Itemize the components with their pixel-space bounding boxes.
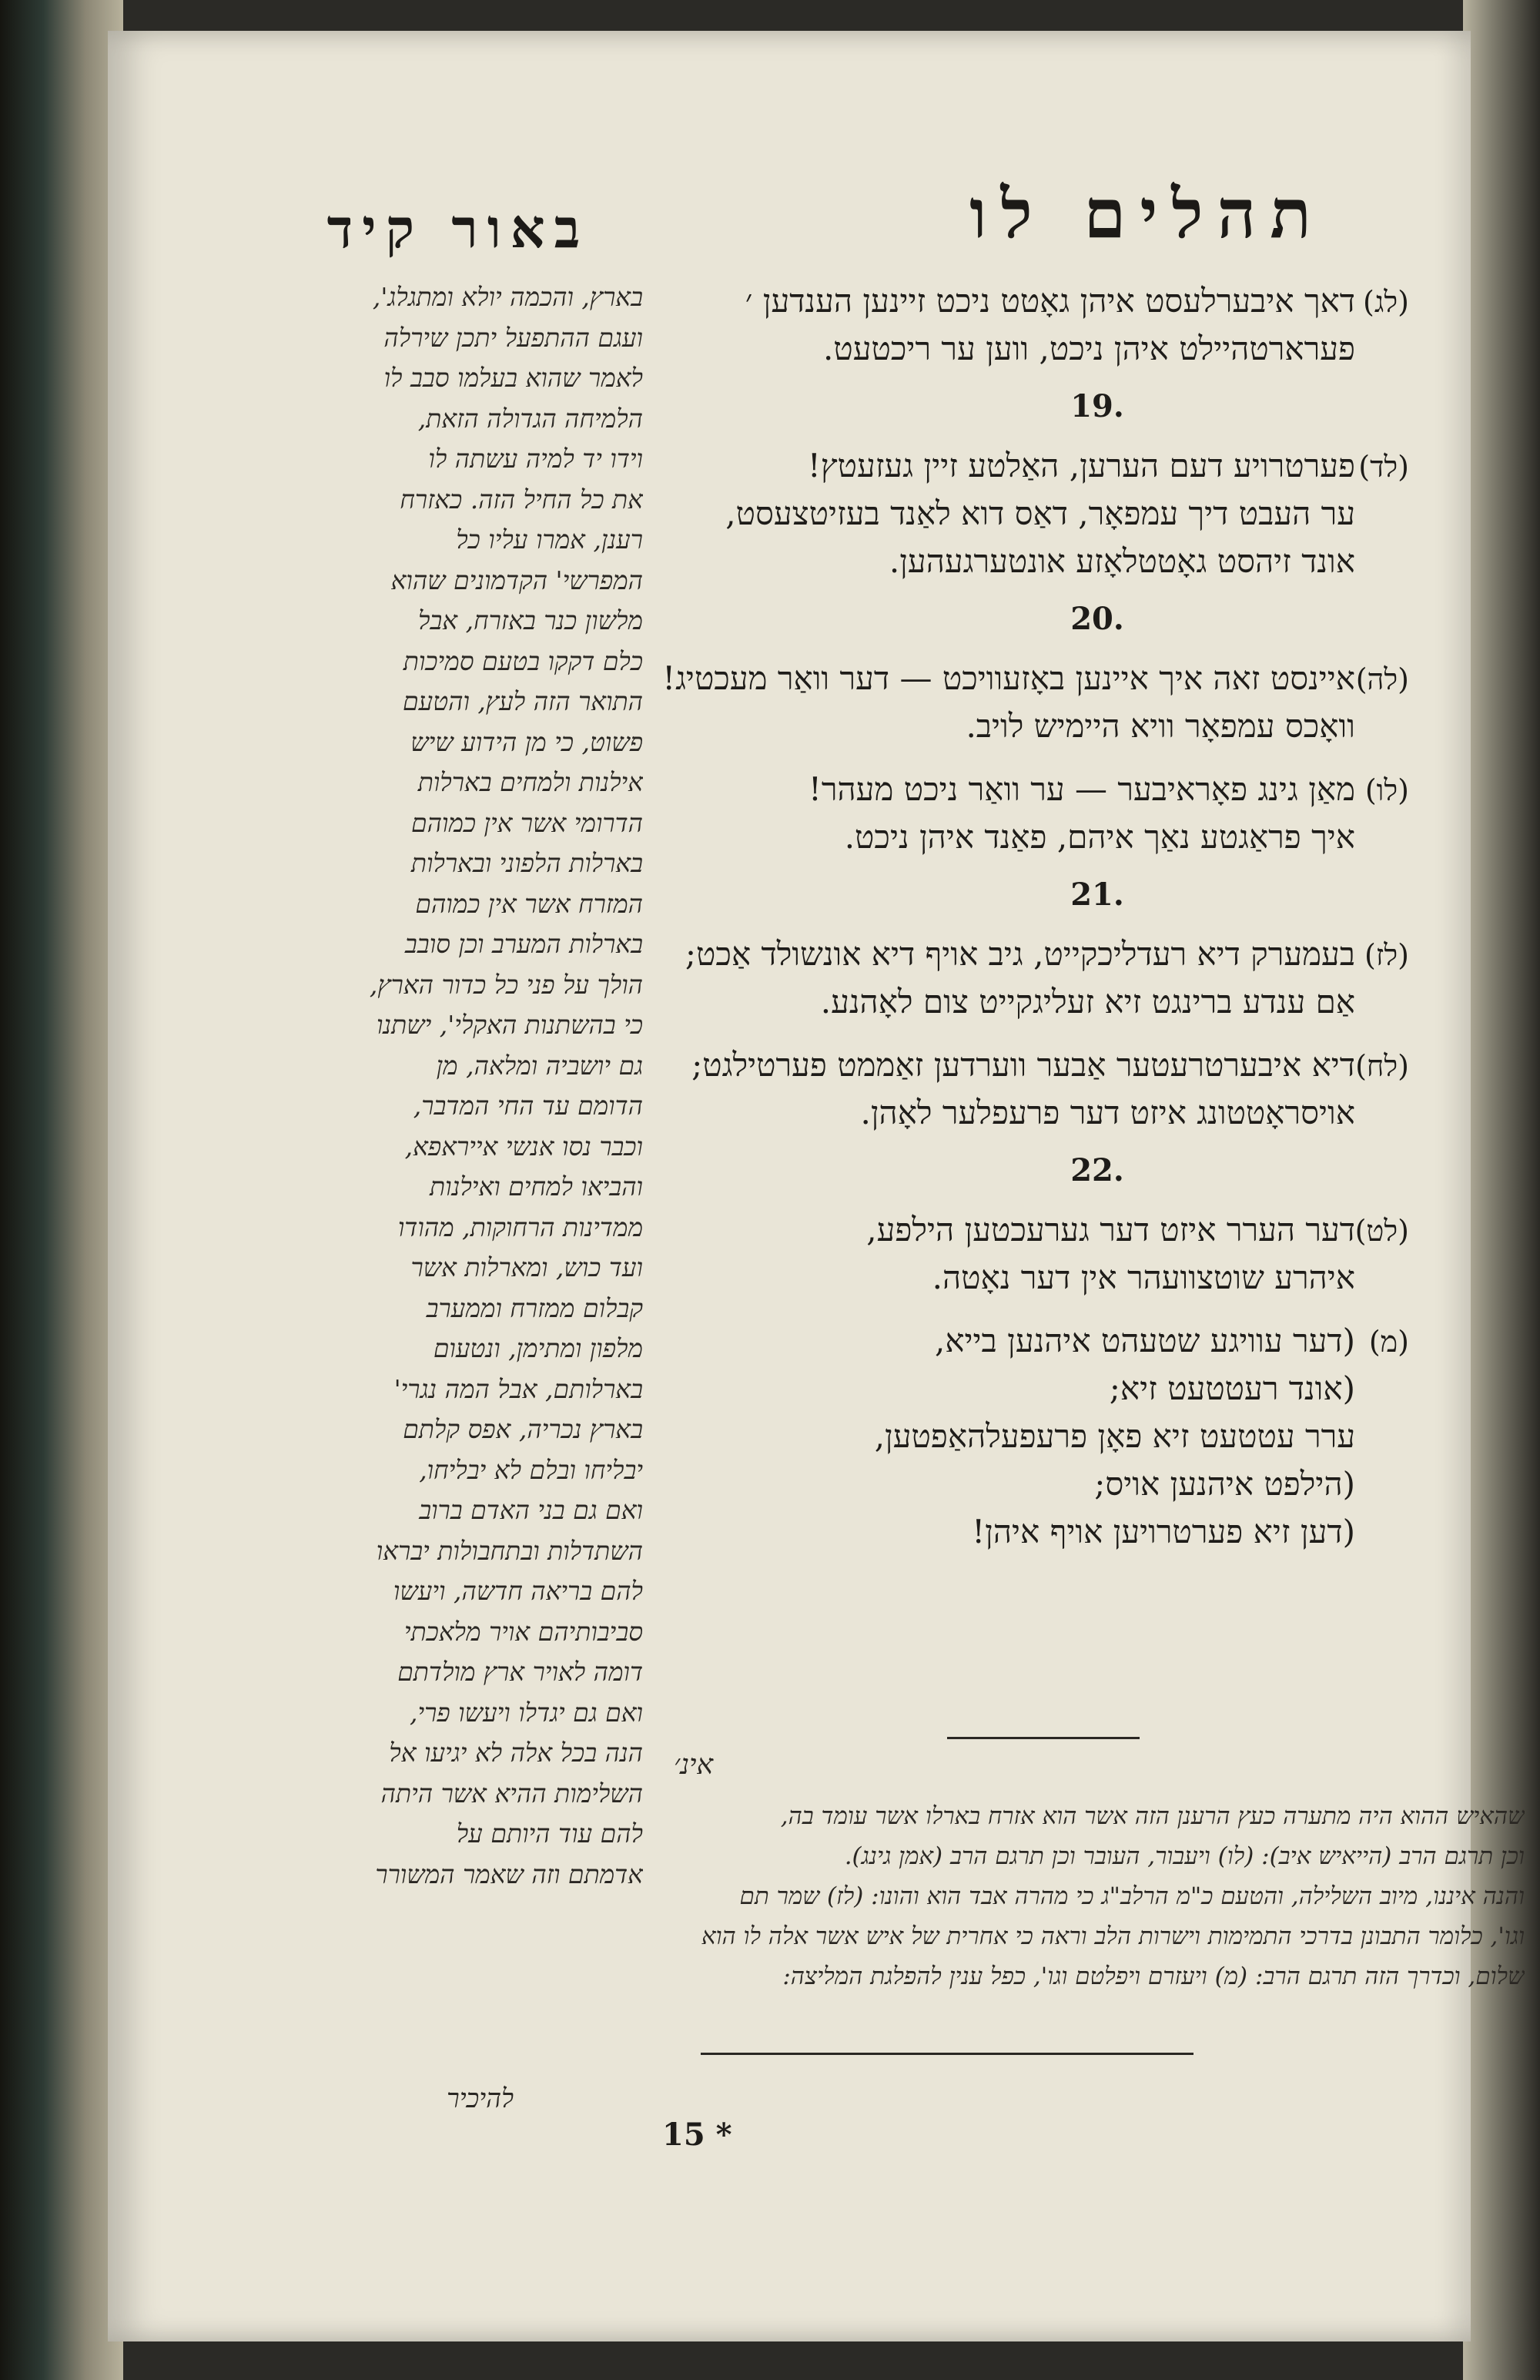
verse-number: (מ) [1368, 1325, 1409, 1359]
verse-line: איינסט זאה איך איינען באָזעוויכט — דער וואַר מעכטיג! [662, 659, 1355, 697]
commentary-line: הדרומי אשר אין כמוהם [410, 807, 643, 838]
verse-line: (אונד רעטטעט זיא; [1109, 1369, 1355, 1407]
footnote-line: והנה איננו, מיוב השלילה, והטעם כ"מ הרלב"ג כי מהרה אבד הוא והונו: (לז) שמר תם [739, 1882, 1525, 1910]
page-title-main: תהלים לו [969, 173, 1325, 253]
page-title-commentary: באור קיד [326, 196, 590, 260]
verse-number: (לו) [1364, 773, 1409, 807]
commentary-line: יבליחו ובלם לא יבליחו, [419, 1454, 643, 1485]
verse-line: וואָכס עמפאָר וויא היימיש לויב. [966, 707, 1355, 745]
verse-line: דיא איבערטרעטער אַבער ווערדען זאַממט פערטילגט; [691, 1046, 1355, 1084]
section-number: 21. [1070, 877, 1124, 913]
commentary-line: בארץ, והכמה יולא ומתגלג', [372, 282, 643, 312]
catchword-commentary: אינ׳ [674, 1749, 714, 1781]
commentary-line: אילנות ולמחים בארלות [417, 767, 643, 797]
verse-line: אונד זיהסט גאָטטלאָזע אונטערגעהען. [889, 542, 1355, 580]
commentary-line: בארץ נכריה, אפס קלתם [403, 1414, 643, 1444]
verse-line: אַם ענדע ברינגט זיא זעליגקייט צום לאָהנע. [820, 983, 1355, 1021]
commentary-line: ואם גם יגדלו ויעשו פרי, [410, 1697, 643, 1728]
book-edge-left [0, 0, 123, 2380]
verse-line: (דער עוויגע שטעהט איהנען בייא, [934, 1322, 1355, 1359]
verse-line: דאך איבערלעסט איהן גאָטט ניכט זיינען הענדען ׳ [745, 282, 1355, 320]
verse-line: איהרע שוטצוועהר אין דער נאָטה. [932, 1259, 1355, 1296]
commentary-line: פשוט, כי מן הידוע שיש [410, 726, 643, 757]
verse-end-rule [947, 1737, 1140, 1739]
commentary-column [273, 277, 643, 1889]
verse-line: (הילפט איהנען אויס; [1094, 1465, 1355, 1503]
section-number: 19. [1070, 388, 1124, 424]
verse-line: (דען זיא פערטרויען אויף איהן! [972, 1513, 1355, 1550]
verse-number: (לז) [1364, 938, 1409, 972]
verse-line: ער העבט דיך עמפאָר, דאַס דוא לאַנד בעזיטצעסט, [725, 494, 1355, 532]
page-signature: 15 * [662, 2117, 732, 2153]
catchword-bottom: להיכיר [447, 2083, 514, 2114]
commentary-line: דומה לאויר ארץ מולדתם [397, 1657, 643, 1687]
commentary-line: את כל החיל הזה. כאזרח [400, 484, 643, 515]
verse-number: (לח) [1355, 1049, 1409, 1083]
commentary-line: ועד כוש, ומארלות אשר [410, 1252, 643, 1282]
commentary-line: הנה בכל אלה לא יגיעו אל [389, 1738, 643, 1768]
footnote-line: וגו', כלומר התבונן בדרכי התמימות וישרות הלב וראה כי אחרית של איש אשר אלה לו הוא [701, 1922, 1525, 1950]
verse-line: בעמערק דיא רעדליכקייט, גיב אויף דיא אונשולד אַכט; [685, 935, 1355, 973]
commentary-line: סביבותיהם אויר מלאכתי [403, 1616, 643, 1647]
commentary-line: כלם דקקו בטעם סמיכות [403, 645, 643, 676]
commentary-line: המזרח אשר אין כמוהם [415, 888, 643, 919]
commentary-line: השלימות ההיא אשר היתה [380, 1778, 643, 1808]
commentary-line: בארלות הלפוני ובארלות [410, 848, 643, 878]
commentary-line: בארלותם, אבל המה נגרי' [393, 1373, 643, 1404]
commentary-line: אדמתם וזה שאמר המשורר [375, 1859, 643, 1889]
verse-line: פערארטהיילט איהן ניכט, ווען ער ריכטעט. [823, 330, 1355, 367]
commentary-line: רענן, אמרו עליו כל [456, 525, 643, 555]
verse-line: אויסראָטטונג איזט דער פרעפלער לאָהן. [860, 1094, 1355, 1131]
commentary-line: ועגם ההתפעל יתכן שירלה [383, 322, 643, 353]
commentary-line: הדומם עד החי המדבר, [413, 1091, 643, 1121]
verse-line: פערטרויע דעם הערען, האַלטע זיין געזעטץ! [807, 447, 1355, 484]
commentary-line: גם יושביה ומלאה, מן [436, 1050, 643, 1081]
commentary-line: ממדינות הרחוקות, מהודו [397, 1212, 643, 1242]
commentary-line: והביאו למחים ואילנות [430, 1172, 643, 1202]
verse-number: (לט) [1354, 1214, 1409, 1248]
commentary-line: ואם גם בני האדם ברוב [419, 1495, 643, 1525]
footnote-line: וכן תרגם הרב (הייאיש איב): (לו) ויעבור, העובר וכן תרגם הרב (אמן גינג). [844, 1842, 1525, 1870]
commentary-line: בארלות המערב וכן סובב [404, 929, 643, 959]
commentary-line: כי בהשתנות האקלי', ישתנו [376, 1010, 643, 1040]
verse-line: דער הערר איזט דער גערעכטען הילפע, [866, 1211, 1355, 1249]
commentary-line: לאמר שהוא בעלמו סבב לו [383, 363, 643, 393]
footnote-line: שלום, וכדרך הזה תרגם הרב: (מ) ויעזרם ויפלטם וגו', כפל ענין להפלגת המליצה: [782, 1963, 1525, 1990]
verse-line: איך פראַגטע נאַך איהם, פאַנד איהן ניכט. [844, 818, 1355, 856]
verse-number: (לד) [1358, 450, 1409, 484]
commentary-line: המפרשי' הקדמונים שהוא [390, 565, 643, 595]
verse-line: ערר עטטעט זיא פאָן פרעפעלהאַפטען, [874, 1417, 1355, 1455]
footnote-end-rule [701, 2053, 1194, 2055]
commentary-line: וידו יד למיה עשתה לו [428, 444, 643, 474]
commentary-line: מלפון ומתימן, ונטעום [433, 1333, 643, 1363]
commentary-line: השתדלות ובתחבולות יבראו [376, 1535, 643, 1566]
commentary-line: להם עוד היותם על [456, 1819, 643, 1849]
section-number: 20. [1070, 601, 1124, 637]
verse-line: מאַן גינג פאָראיבער — ער וואַר ניכט מעהר! [808, 770, 1355, 808]
commentary-line: וכבר נסו אנשי אייראפא, [404, 1131, 643, 1162]
book-edge-right [1463, 0, 1540, 2380]
commentary-line: הלמיחה הגדולה הזאת, [417, 403, 643, 434]
commentary-line: התואר הזה לעץ, והטעם [402, 686, 643, 716]
verse-number: (לה) [1355, 662, 1409, 696]
footnote-line: שהאיש ההוא היה מתערה כעץ הרענן הזה אשר הוא אזרח בארלו אשר עומד בה, [780, 1802, 1525, 1830]
commentary-line: קבלום ממזרח וממערב [426, 1292, 643, 1323]
section-number: 22. [1070, 1152, 1124, 1188]
commentary-line: מלשון כנר באזרח, אבל [417, 605, 643, 635]
verse-number: (לג) [1363, 285, 1409, 319]
book-page [108, 31, 1525, 2341]
commentary-line: להם בריאה חדשה, ויעשו [393, 1576, 643, 1606]
commentary-line: הולך על פני כל כדור הארץ, [369, 969, 643, 1000]
